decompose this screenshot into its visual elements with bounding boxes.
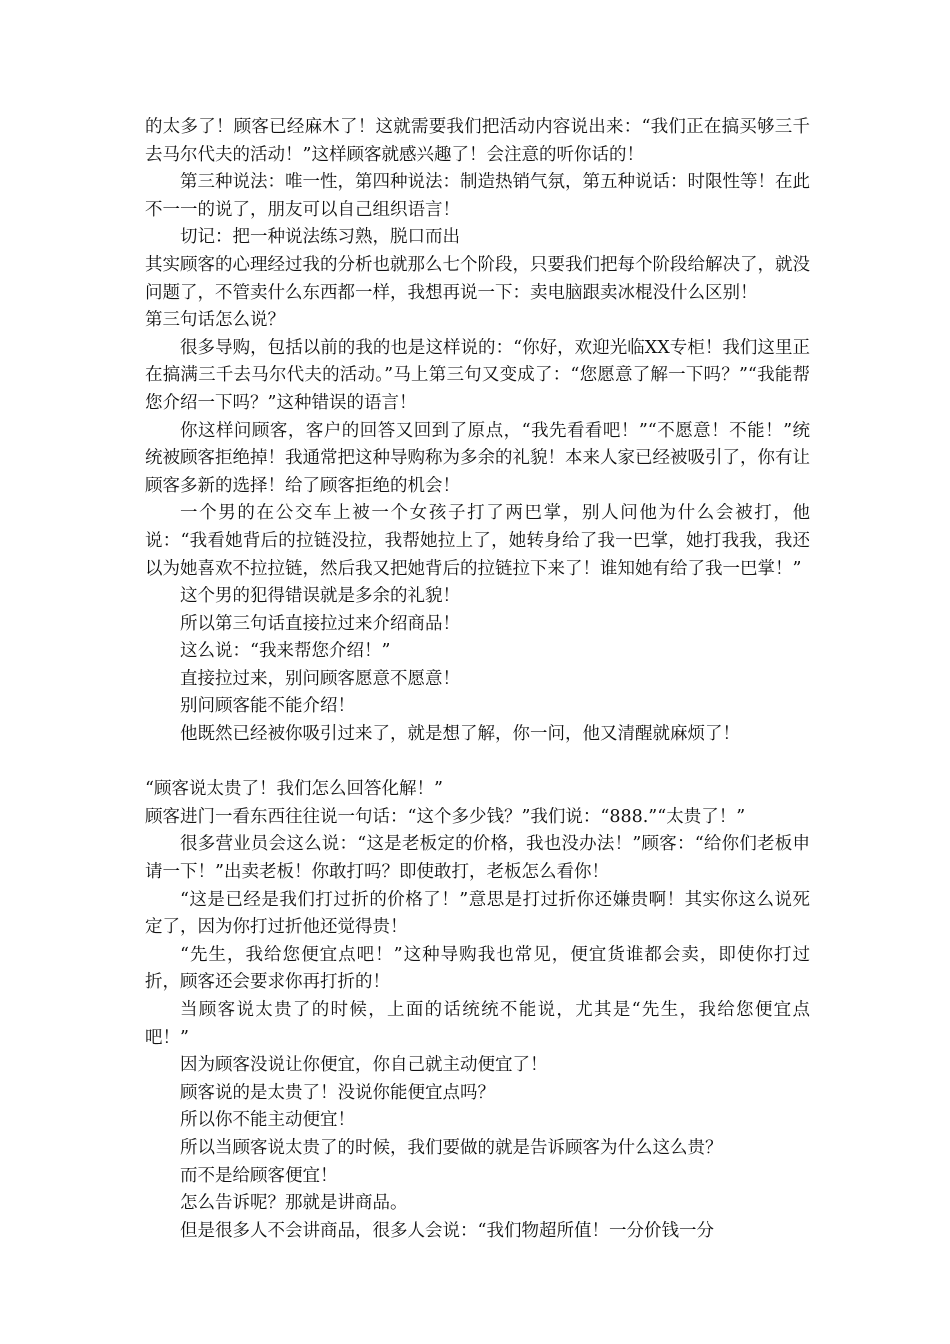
paragraph: 的太多了！顾客已经麻木了！这就需要我们把活动内容说出来：“我们正在搞买够三千去马尔代夫的活动！”这样顾客就感兴趣了！会注意的听你话的！ [145,117,810,165]
paragraph: 第三种说法：唯一性，第四种说法：制造热销气氛，第五种说话：时限性等！在此不一一的说了，朋友可以自己组织语言！ [145,172,810,220]
paragraph: 别问顾客能不能介绍！ [180,696,355,717]
paragraph: 直接拉过来，别问顾客愿意不愿意！ [180,668,460,689]
paragraph: 很多营业员会这么说：“这是老板定的价格，我也没办法！”顾客：“给你们老板申请一下！”出卖老板！你敢打吗？即使敢打，老板怎么看你！ [145,834,810,883]
body-text [145,114,810,1245]
paragraph: 这么说：“我来帮您介绍！” [180,641,391,662]
blank-line [145,749,810,777]
section-heading: “顾客说太贵了！我们怎么回答化解！” [145,779,443,800]
paragraph: 这个男的犯得错误就是多余的礼貌！ [180,586,460,607]
paragraph: 而不是给顾客便宜！ [180,1165,338,1186]
paragraph: 一个男的在公交车上被一个女孩子打了两巴掌，别人问他为什么会被打，他说：“我看她背后的拉链没拉，我帮她拉上了，她转身给了我一巴掌，她打我我，我还以为她喜欢不拉拉链，然后我又把她背后的拉链拉下来了！谁知她有给了我一巴掌！” [145,503,810,579]
paragraph: “这是已经是我们打过折的价格了！”意思是打过折你还嫌贵啊！其实你这么说死定了，因为你打过折他还觉得贵！ [145,889,810,938]
paragraph: 顾客进门一看东西往往说一句话：“这个多少钱？”我们说：“888.”“太贵了！” [145,806,746,827]
paragraph: 你这样问顾客，客户的回答又回到了原点，“我先看看吧！”“不愿意！不能！”统统被顾客拒绝掉！我通常把这种导购称为多余的礼貌！本来人家已经被吸引了，你有让顾客多新的选择！给了顾客拒绝的机会！ [145,420,810,496]
paragraph: 怎么告诉呢？那就是讲商品。 [180,1193,408,1214]
paragraph: 其实顾客的心理经过我的分析也就那么七个阶段，只要我们把每个阶段给解决了，就没问题了，不管卖什么东西都一样，我想再说一下：卖电脑跟卖冰棍没什么区别！ [145,254,810,303]
paragraph: 所以你不能主动便宜！ [180,1110,355,1131]
paragraph: 当顾客说太贵了的时候，上面的话统统不能说，尤其是“先生，我给您便宜点吧！” [145,1000,810,1048]
paragraph: 切记：把一种说法练习熟，脱口而出 [180,227,460,248]
section-heading: 第三句话怎么说？ [145,310,285,331]
paragraph: 很多导购，包括以前的我的也是这样说的：“你好，欢迎光临XX专柜！我们这里正在搞满三千去马尔代夫的活动。”马上第三句又变成了：“您愿意了解一下吗？”“我能帮您介绍一下吗？”这种错误的语言！ [145,337,810,413]
paragraph: 他既然已经被你吸引过来了，就是想了解，你一问，他又清醒就麻烦了！ [180,724,740,745]
paragraph: 所以当顾客说太贵了的时候，我们要做的就是告诉顾客为什么这么贵？ [180,1137,723,1158]
paragraph: 但是很多人不会讲商品，很多人会说：“我们物超所值！一分价钱一分 [180,1220,714,1241]
paragraph: 所以第三句话直接拉过来介绍商品！ [180,613,460,634]
paragraph: 顾客说的是太贵了！没说你能便宜点吗？ [180,1082,495,1103]
paragraph: 因为顾客没说让你便宜，你自己就主动便宜了！ [180,1055,548,1076]
paragraph: “先生，我给您便宜点吧！”这种导购我也常见，便宜货谁都会卖，即使你打过折，顾客还会要求你再打折的！ [145,944,810,993]
